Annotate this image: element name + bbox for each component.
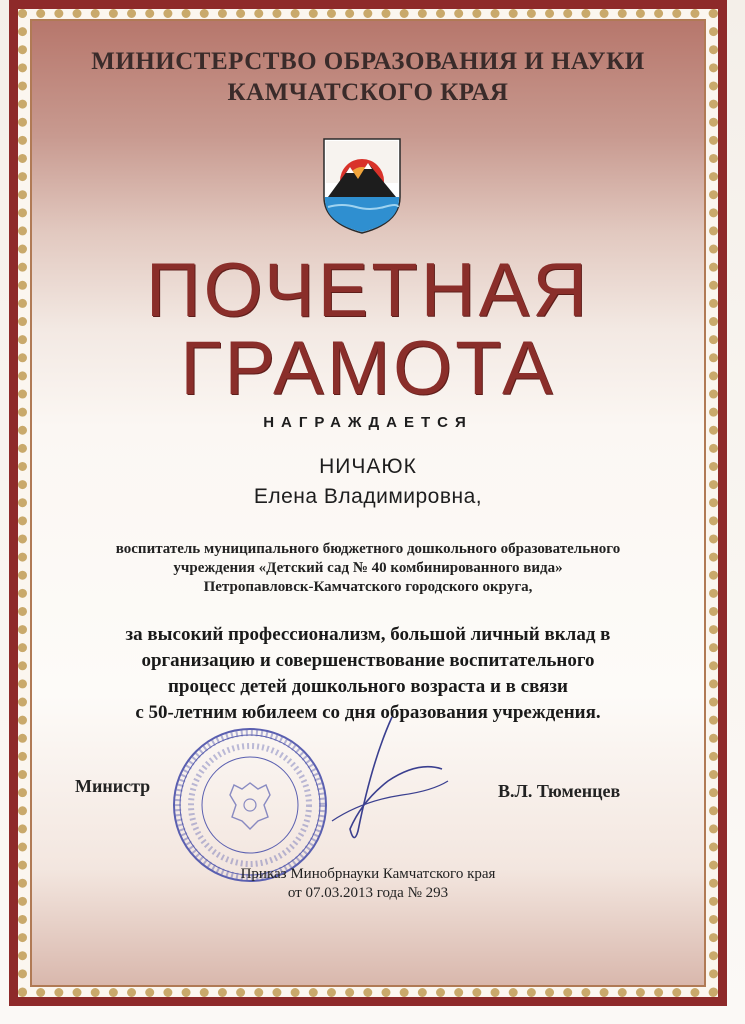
merit-line-4: с 50-летним юбилеем со дня образования учреждения. [135, 702, 601, 723]
order-line-2: от 07.03.2013 года № 293 [287, 885, 449, 901]
order-line-1: Приказ Минобрнауки Камчатского края [240, 866, 496, 882]
certificate-body [32, 21, 704, 985]
position-line-3: Петропавловск-Камчатского городского округа, [203, 579, 533, 595]
merit-line-1: за высокий профессионализм, большой личный вклад в [125, 624, 611, 645]
merit-line-3: процесс детей дошкольного возраста и в связи [167, 676, 568, 697]
order-reference [32, 865, 704, 903]
recipient-given-names: Елена Владимировна, [253, 485, 483, 508]
recipient-surname: НИЧАЮК [319, 455, 417, 478]
merit-line-2: организацию и совершенствование воспитательного [141, 650, 595, 671]
awarded-label: НАГРАЖДАЕТСЯ [263, 414, 473, 431]
signer-name: В.Л. Тюменцев [498, 781, 621, 801]
signature-icon [292, 711, 452, 851]
kamchatka-coat-of-arms-icon [322, 137, 402, 235]
ministry-line-2: КАМЧАТСКОГО КРАЯ [227, 79, 509, 106]
position-line-1: воспитатель муниципального бюджетного дошкольного образовательного [115, 541, 621, 557]
position-line-2: учреждения «Детский сад № 40 комбинированного вида» [173, 560, 563, 576]
recipient-position [32, 540, 704, 597]
title-line-2: ГРАМОТА [180, 326, 556, 411]
title-line-1: ПОЧЕТНАЯ [145, 248, 591, 333]
minister-title: Министр [75, 776, 151, 796]
ministry-line-1: МИНИСТЕРСТВО ОБРАЗОВАНИЯ И НАУКИ [91, 48, 645, 75]
